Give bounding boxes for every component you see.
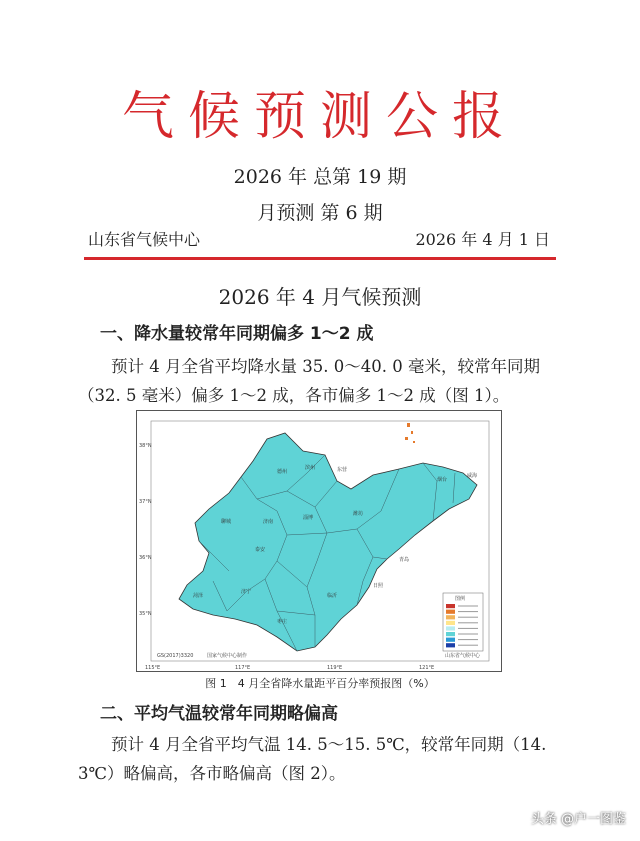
city-label: 济宁 — [241, 589, 252, 595]
lon-tick: 117°E — [235, 665, 251, 671]
section2-paragraph: 预计 4 月全省平均气温 14. 5～15. 5℃，较常年同期（14. 3℃）略偏高，各市略偏高（图 2）。 — [78, 735, 547, 783]
legend-range-label — [458, 645, 478, 646]
issue-date: 2026 年 4 月 1 日 — [415, 230, 550, 249]
city-label: 淄博 — [303, 515, 314, 521]
lat-tick: 38°N — [139, 443, 152, 449]
section2-heading: 二、平均气温较常年同期略偏高 — [100, 704, 338, 724]
city-label: 临沂 — [327, 593, 338, 599]
legend-range-label — [458, 639, 478, 640]
longitude-ticks — [145, 665, 434, 671]
map-number: GS(2017)3320 — [157, 653, 194, 659]
legend-swatch — [446, 643, 455, 647]
bulletin-title: 气候预测公报 — [121, 87, 518, 147]
city-label: 威海 — [467, 473, 478, 479]
legend-swatch — [446, 638, 455, 642]
city-label: 泰安 — [255, 547, 266, 553]
legend-swatch — [446, 604, 455, 608]
latitude-ticks — [139, 443, 152, 617]
map-source-right: 山东省气候中心 — [445, 653, 481, 659]
map-legend — [443, 593, 483, 651]
precipitation-map-figure — [136, 410, 502, 672]
legend-range-label — [458, 611, 478, 612]
lon-tick: 121°E — [419, 665, 435, 671]
section1-paragraph: 预计 4 月全省平均降水量 35. 0～40. 0 毫米，较常年同期（32. 5 毫米）偏多 1～2 成，各市偏多 1～2 成（图 1）。 — [78, 357, 540, 405]
lon-tick: 115°E — [145, 665, 161, 671]
city-label: 潍坊 — [353, 511, 364, 517]
legend-swatch — [446, 626, 455, 630]
city-label: 菏泽 — [193, 593, 204, 599]
forecast-title: 2026 年 4 月气候预测 — [218, 285, 422, 309]
legend-title: 图例 — [455, 596, 466, 602]
legend-range-label — [458, 628, 478, 629]
city-label: 青岛 — [399, 557, 410, 563]
city-label: 聊城 — [221, 519, 232, 525]
section1-heading: 一、降水量较常年同期偏多 1～2 成 — [100, 324, 374, 344]
legend-swatch — [446, 615, 455, 619]
city-label: 日照 — [373, 583, 384, 589]
lat-tick: 36°N — [139, 555, 152, 561]
figure1-caption: 图 1 4 月全省降水量距平百分率预报图（%） — [205, 677, 435, 690]
map-source-left: 国家气候中心制作 — [207, 653, 248, 659]
issuing-organization: 山东省气候中心 — [88, 230, 201, 249]
city-label: 枣庄 — [277, 619, 288, 625]
precipitation-map — [137, 411, 503, 673]
city-label: 东营 — [337, 467, 348, 473]
legend-range-label — [458, 634, 478, 635]
legend-swatch — [446, 621, 455, 625]
issue-number: 2026 年 总第 19 期 — [233, 166, 407, 188]
monthly-issue: 月预测 第 6 期 — [257, 202, 383, 224]
lon-tick: 119°E — [327, 665, 343, 671]
legend-swatch — [446, 610, 455, 614]
city-label: 烟台 — [437, 477, 448, 483]
header-divider — [84, 257, 556, 260]
city-label: 德州 — [277, 469, 288, 475]
lat-tick: 37°N — [139, 499, 152, 505]
watermark: 头条 @户一图鉴 — [530, 812, 626, 827]
legend-range-label — [458, 606, 478, 607]
legend-range-label — [458, 622, 478, 623]
lat-tick: 35°N — [139, 611, 152, 617]
city-label: 滨州 — [305, 465, 316, 471]
city-label: 济南 — [263, 519, 274, 525]
legend-swatch — [446, 632, 455, 636]
legend-range-label — [458, 617, 478, 618]
